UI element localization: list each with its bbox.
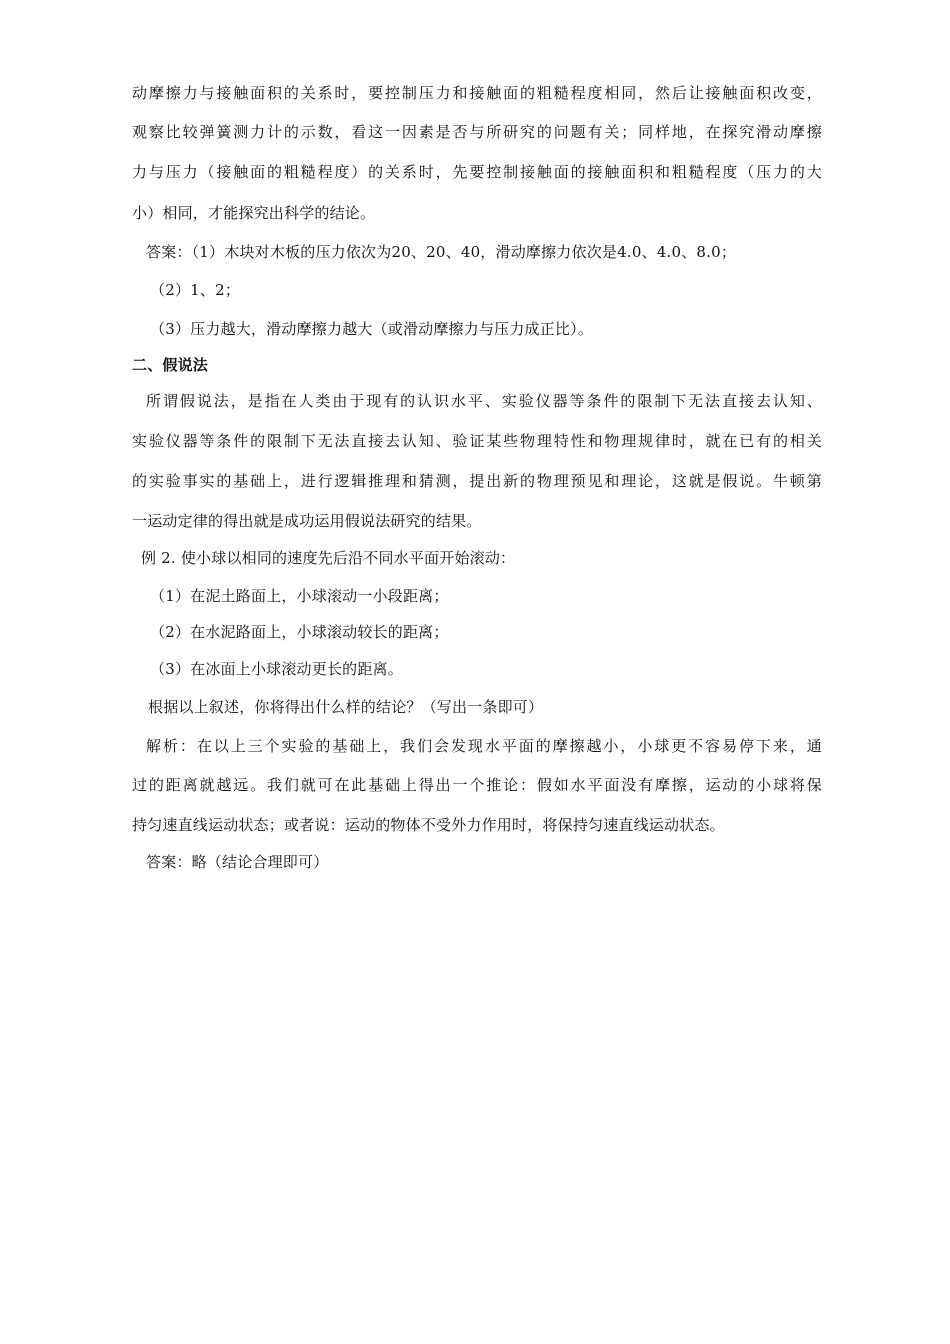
answer-line: （2）1、2； (150, 281, 241, 299)
example-title: 例 2. 使小球以相同的速度先后沿不同水平面开始滚动： (141, 549, 516, 567)
answer-line: （3）压力越大，滑动摩擦力越大（或滑动摩擦力与压力成正比）。 (150, 320, 594, 338)
answer-line: 答案：（1）木块对木板的压力依次为20、20、40，滑动摩擦力依次是4.0、4.0、8.0； (146, 243, 737, 261)
paragraph-line: 小）相同，才能探究出科学的结论。 (132, 204, 376, 222)
paragraph-line: 动摩擦力与接触面积的关系时，要控制压力和接触面的粗糙程度相同，然后让接触面积改变， (132, 84, 822, 102)
analysis-line: 解析：在以上三个实验的基础上，我们会发现水平面的摩擦越小，小球更不容易停下来，通 (146, 737, 822, 755)
list-item: （2）在水泥路面上，小球滚动较长的距离； (150, 623, 449, 641)
section-heading: 二、假说法 (132, 356, 209, 374)
paragraph-line: 一运动定律的得出就是成功运用假说法研究的结果。 (132, 512, 482, 530)
paragraph-line: 观察比较弹簧测力计的示数，看这一因素是否与所研究的问题有关；同样地，在探究滑动摩擦 (132, 123, 822, 141)
analysis-line: 过的距离就越远。我们就可在此基础上得出一个推论：假如水平面没有摩擦，运动的小球将保 (132, 776, 822, 794)
paragraph-line: 实验仪器等条件的限制下无法直接去认知、验证某些物理特性和物理规律时，就在已有的相关 (132, 432, 822, 450)
list-item: （1）在泥土路面上，小球滚动一小段距离； (150, 587, 449, 605)
list-item: （3）在冰面上小球滚动更长的距离。 (150, 660, 403, 678)
paragraph-line: 力与压力（接触面的粗糙程度）的关系时，先要控制接触面的接触面积和粗糙程度（压力的大 (132, 163, 822, 181)
paragraph-line: 的实验事实的基础上，进行逻辑推理和猜测，提出新的物理预见和理论，这就是假说。牛顿第 (132, 472, 822, 490)
paragraph-line: 所谓假说法，是指在人类由于现有的认识水平、实验仪器等条件的限制下无法直接去认知、 (146, 392, 822, 410)
analysis-line: 持匀速直线运动状态；或者说：运动的物体不受外力作用时，将保持匀速直线运动状态。 (132, 816, 725, 834)
question-line: 根据以上叙述，你将得出什么样的结论？（写出一条即可） (148, 698, 544, 716)
answer-line: 答案：略（结论合理即可） (146, 853, 329, 871)
